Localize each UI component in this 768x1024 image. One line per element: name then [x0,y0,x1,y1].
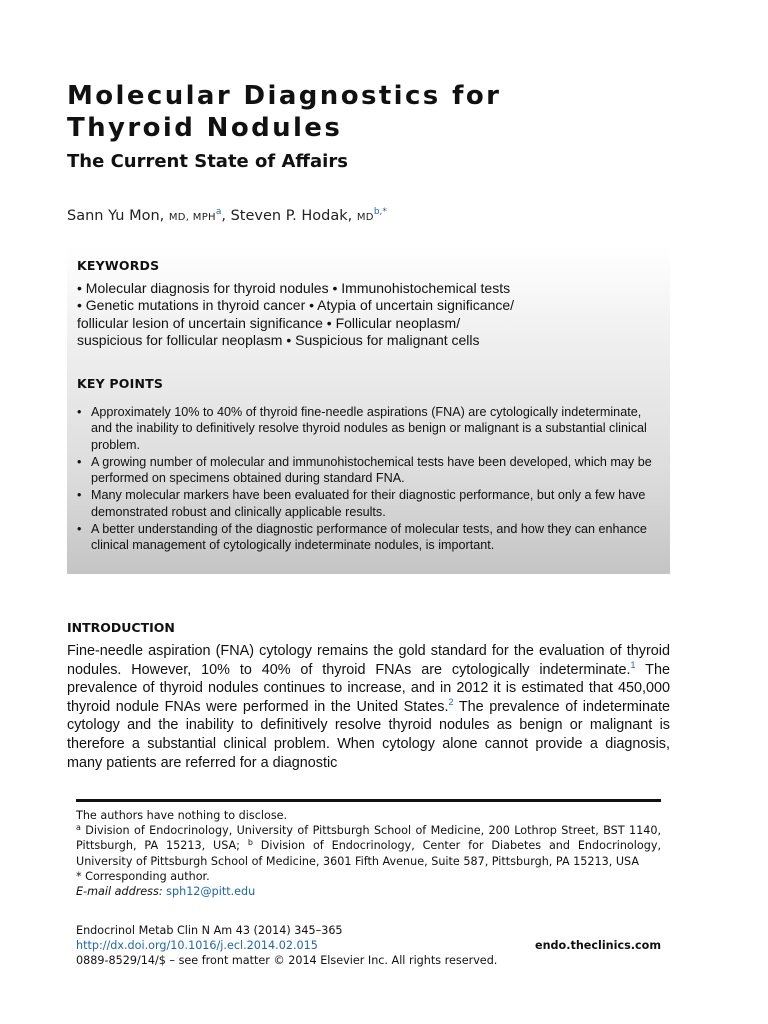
key-point-item [77,521,653,554]
title-line-2: Thyroid Nodules [67,113,343,143]
corresponding-author-note: * Corresponding author. [76,869,210,883]
author-1-name: Sann Yu Mon, [67,208,165,224]
author-2-affiliation-mark[interactable]: b,* [373,207,387,217]
key-point-item [77,404,653,453]
affiliation-b: Division of Endocrinology, Center for Diabetes and Endocrinology, University of Pittsburgh School of Medicine, 3601 Fifth Avenue, Suite 587, Pittsburgh, PA 15213, USA [76,839,661,868]
footnote-divider [76,799,661,802]
reference-link-2[interactable]: 2 [448,696,454,707]
keywords-line: follicular lesion of uncertain significance • Follicular neoplasm/ [77,314,461,331]
bullet-icon: • [77,454,82,469]
key-points-heading: KEY POINTS [77,376,164,391]
author-separator: , [221,208,231,224]
introduction-paragraph [67,642,670,772]
keywords-line: suspicious for follicular neoplasm • Suspicious for malignant cells [77,332,480,349]
author-1-degrees: MD, MPH [168,212,216,223]
affiliation-a-mark: a [76,823,81,833]
keywords-list [77,280,667,350]
keywords-line: • Molecular diagnosis for thyroid nodules • Immunohistochemical tests [77,280,511,296]
keywords-line: • Genetic mutations in thyroid cancer • Atypia of uncertain significance/ [77,297,515,314]
doi-row [76,938,661,953]
author-1-affiliation-mark[interactable]: a [215,207,222,217]
email-label: E-mail address: [76,885,163,899]
author-list [67,205,707,229]
intro-text: The prevalence of thyroid nodules continues to increase, and in 2012 it is estimated that 450,000 thyroid nodule FNAs were performed in the United States. [67,661,670,715]
key-points-list [77,404,653,555]
affiliation-b-mark: b [247,838,253,848]
affiliation-a: Division of Endocrinology, University of Pittsburgh School of Medicine, 200 Lothrop Street, BST 1140, Pittsburgh, PA 15213, USA; [76,824,661,853]
affiliations-note [76,823,661,869]
key-point-text: Approximately 10% to 40% of thyroid fine-needle aspirations (FNA) are cytologically indeterminate, and the inability to definitively resolve thyroid nodules as benign or malignant is a substantial clinical problem. [91,405,647,452]
journal-website[interactable]: endo.theclinics.com [534,939,661,953]
doi-link[interactable]: http://dx.doi.org/10.1016/j.ecl.2014.02.015 [76,939,318,953]
key-point-item [77,454,653,487]
email-link[interactable]: sph12@pitt.edu [166,885,256,899]
key-point-item [77,487,653,520]
article-subtitle: The Current State of Affairs [67,151,348,172]
bullet-icon: • [77,405,82,419]
key-point-text: A growing number of molecular and immunohistochemical tests have been developed, which may be performed on specimens obtained during standard FNA. [91,454,652,486]
email-note [76,884,661,899]
title-line-1: Molecular Diagnostics for [67,81,502,111]
bullet-icon: • [77,522,82,537]
journal-citation: Endocrinol Metab Clin N Am 43 (2014) 345–365 [76,924,343,937]
intro-text: The prevalence of indeterminate cytology and the inability to definitively resolve thyroid nodules as benign or malignant is therefore a substantial clinical problem. When cytology alone cannot provide a diagnosis, many patients are referred for a diagnostic [67,698,670,771]
reference-link-1[interactable]: 1 [630,659,636,670]
key-point-text: Many molecular markers have been evaluated for their diagnostic performance, but only a few have demonstrated robust and clinically applicable results. [91,488,646,519]
copyright-line: 0889-8529/14/$ – see front matter © 2014 Elsevier Inc. All rights reserved. [76,954,498,968]
key-point-text: A better understanding of the diagnostic performance of molecular tests, and how they can enhance clinical management of cytologically indeterminate nodules, is important. [91,522,647,553]
citation-block [76,923,661,969]
intro-text: Fine-needle aspiration (FNA) cytology remains the gold standard for the evaluation of thyroid nodules. However, 10% to 40% of thyroid FNAs are cytologically indeterminate. [67,643,670,678]
bullet-icon: • [77,488,82,503]
author-2-name: Steven P. Hodak, [230,208,353,224]
keywords-heading: KEYWORDS [77,258,160,273]
footnotes [76,808,661,899]
author-2-degrees: MD [356,212,374,223]
introduction-heading: INTRODUCTION [67,620,175,635]
disclosure-note: The authors have nothing to disclose. [76,809,288,822]
article-title [67,80,707,144]
